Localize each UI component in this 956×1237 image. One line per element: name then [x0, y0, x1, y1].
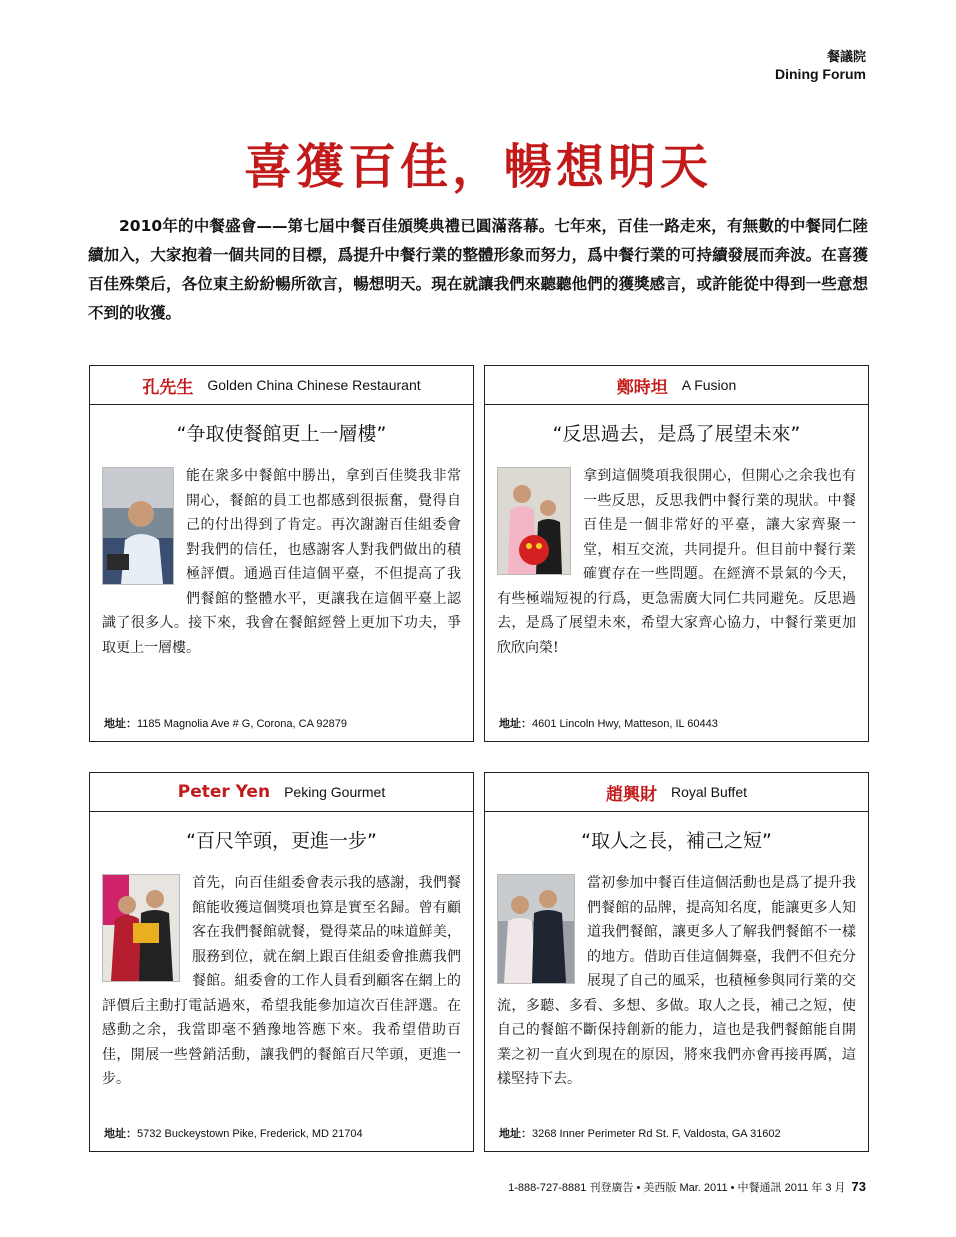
card-text: 當初參加中餐百佳這個活動也是爲了提升我們餐館的品牌，提高知名度，能讓更多人知道我們餐館，讓更多人了解我們餐館不一樣的地方。借助百佳這個舞臺，我們不但充分展現了自己的風采，也積極參與同行業的交流，多聽、多看、多想、多做。取人之長，補己之短，使自己的餐館不斷保持創新的能力，這也是我們餐館能自開業之初一直火到現在的原因，將來我們亦會再接再厲，這樣堅持下去。: [497, 875, 856, 1087]
owner-name: 鄭時坦: [616, 377, 668, 398]
card-quote: “反思過去，是爲了展望未來”: [552, 423, 801, 445]
card-text: 首先，向百佳組委會表示我的感謝，我們餐館能收獲這個獎項也算是實至名歸。曾有顧客在我們餐館就餐，覺得菜品的味道鮮美，服務到位，就在網上跟百佳組委會推薦我們餐館。組委會的工作人員看到顧客在網上的評價后主動打電話過來，希望我能參加這次百佳評選。在感動之余，我當即毫不猶豫地答應下來。我希望借助百佳，開展一些營銷活動，讓我們的餐館百尺竿頭，更進一步。: [102, 875, 461, 1087]
winner-card-4: [484, 772, 869, 1152]
owner-photo-image: [498, 875, 574, 983]
card-header: [90, 366, 473, 405]
winner-card-2: [484, 365, 869, 742]
section-header: [775, 50, 866, 84]
owner-photo: [497, 467, 571, 575]
page-number: 73: [851, 1179, 866, 1194]
winner-card-3: [89, 772, 474, 1152]
card-text: 能在衆多中餐館中勝出，拿到百佳獎我非常開心，餐館的員工也都感到很振奮，覺得自己的付出得到了肯定。再次謝謝百佳組委會對我們的信任，也感謝客人對我們做出的積極評價。通過百佳這個平臺，不但提高了我們餐館的整體水平，更讓我在這個平臺上認識了很多人。接下來，我會在餐館經營上更加下功夫，爭取更上一層樓。: [102, 468, 461, 656]
card-body: [497, 464, 856, 660]
owner-name: Peter Yen: [177, 782, 271, 802]
address-label: 地址：: [499, 717, 532, 730]
page-footer: [508, 1179, 866, 1195]
card-quote: “取人之長，補己之短”: [581, 830, 772, 852]
winner-card-1: [89, 365, 474, 742]
card-text: 拿到這個獎項我很開心，但開心之余我也有一些反思，反思我們中餐行業的現狀。中餐百佳是一個非常好的平臺，讓大家齊聚一堂，相互交流，共同提升。但目前中餐行業確實存在一些問題。在經濟不景氣的今天，有些極端短視的行爲，更急需廣大同仁共同避免。反思過去，是爲了展望未來，希望大家齊心協力，中餐行業更加欣欣向榮!: [497, 468, 856, 656]
owner-photo-image: [103, 468, 173, 584]
owner-photo-image: [498, 468, 570, 574]
article-title: 喜獲百佳，暢想明天: [243, 139, 712, 195]
address-value: 1185 Magnolia Ave # G, Corona, CA 92879: [137, 718, 347, 730]
owner-photo: [497, 874, 575, 984]
card-body: [102, 871, 461, 1092]
card-header: [485, 366, 868, 405]
card-address: [104, 715, 347, 731]
article-intro: 2010年的中餐盛會——第七屆中餐百佳頒獎典禮已圓滿落幕。七年來，百佳一路走來，有無數的中餐同仁陸續加入，大家抱着一個共同的目標，爲提升中餐行業的整體形象而努力，爲中餐行業的可持續發展而奔波。在喜獲百佳殊榮后，各位東主紛紛暢所欲言，暢想明天。現在就讓我們來聽聽他們的獲獎感言，或許能從中得到一些意想不到的收獲。: [88, 217, 868, 322]
owner-name: 趙興財: [605, 784, 657, 805]
card-address: [499, 1125, 781, 1141]
card-header: [90, 773, 473, 812]
owner-photo: [102, 467, 174, 585]
restaurant-name: Royal Buffet: [670, 784, 747, 800]
card-body: [497, 871, 856, 1092]
section-title-en: Dining Forum: [775, 66, 866, 83]
address-value: 4601 Lincoln Hwy, Matteson, IL 60443: [532, 718, 718, 730]
card-body: [102, 464, 461, 660]
address-label: 地址：: [104, 1127, 137, 1140]
owner-photo: [102, 874, 180, 982]
address-value: 3268 Inner Perimeter Rd St. F, Valdosta, GA 31602: [532, 1128, 781, 1140]
restaurant-name: A Fusion: [681, 377, 737, 393]
card-address: [499, 715, 718, 731]
card-quote: “百尺竿頭，更進一步”: [186, 830, 377, 852]
restaurant-name: Golden China Chinese Restaurant: [207, 377, 421, 393]
restaurant-name: Peking Gourmet: [284, 784, 386, 800]
address-value: 5732 Buckeystown Pike, Frederick, MD 21704: [137, 1128, 363, 1140]
owner-photo-image: [103, 875, 179, 981]
address-label: 地址：: [499, 1127, 532, 1140]
section-title-zh: 餐議院: [826, 50, 866, 65]
owner-name: 孔先生: [142, 377, 194, 398]
card-address: [104, 1125, 363, 1141]
address-label: 地址：: [104, 717, 137, 730]
footer-text: 1-888-727-8881 刊登廣告 • 美西版 Mar. 2011 • 中餐通訊 2011 年 3 月: [508, 1182, 846, 1194]
card-header: [485, 773, 868, 812]
card-quote: “争取使餐館更上一層樓”: [176, 423, 387, 445]
